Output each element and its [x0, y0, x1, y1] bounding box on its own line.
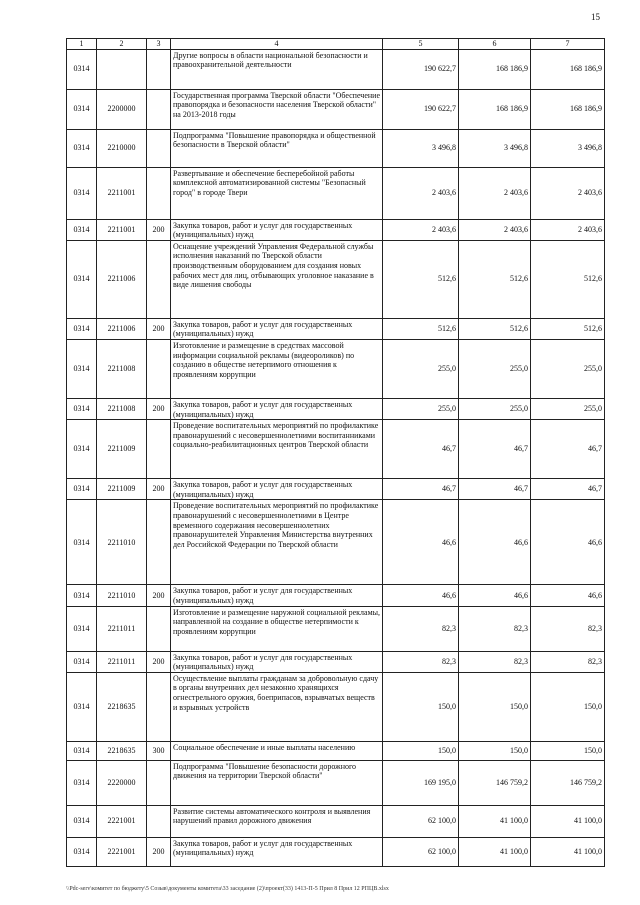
- amount-2016-cell: 255,0: [383, 339, 459, 398]
- target-code-cell: 2211001: [97, 219, 147, 240]
- amount-2018-cell: 82,3: [531, 606, 605, 651]
- description-cell: Закупка товаров, работ и услуг для государственных (муниципальных) нужд: [171, 318, 383, 339]
- section-code-cell: 0314: [67, 760, 97, 805]
- section-code-cell: 0314: [67, 219, 97, 240]
- table-row: [67, 479, 605, 500]
- amount-2018-cell: 146 759,2: [531, 760, 605, 805]
- description-cell: Закупка товаров, работ и услуг для государственных (муниципальных) нужд: [171, 398, 383, 419]
- amount-2016-cell: 190 622,7: [383, 49, 459, 89]
- target-code-cell: 2211011: [97, 651, 147, 672]
- description-cell: Закупка товаров, работ и услуг для государственных (муниципальных) нужд: [171, 651, 383, 672]
- description-cell: Закупка товаров, работ и услуг для государственных (муниципальных) нужд: [171, 837, 383, 866]
- amount-2018-cell: 46,6: [531, 585, 605, 606]
- amount-2018-cell: 150,0: [531, 741, 605, 760]
- amount-2016-cell: 512,6: [383, 240, 459, 318]
- description-cell: Развертывание и обеспечение бесперебойной работы комплексной автоматизированной системы "Безопасный город" в городе Твери: [171, 167, 383, 219]
- amount-2018-cell: 512,6: [531, 318, 605, 339]
- table-row: [67, 339, 605, 398]
- table-row: [67, 240, 605, 318]
- amount-2017-cell: 82,3: [459, 606, 531, 651]
- section-code-cell: 0314: [67, 585, 97, 606]
- target-code-cell: 2211009: [97, 479, 147, 500]
- table-row: [67, 420, 605, 479]
- amount-2017-cell: 2 403,6: [459, 167, 531, 219]
- description-cell: Закупка товаров, работ и услуг для государственных (муниципальных) нужд: [171, 479, 383, 500]
- description-cell: Проведение воспитательных мероприятий по профилактике правонарушений с несовершеннолетними воспитанниками социально-реабилитационных центров Тверской области: [171, 420, 383, 479]
- budget-table: [66, 38, 605, 867]
- amount-2017-cell: 41 100,0: [459, 837, 531, 866]
- amount-2018-cell: 2 403,6: [531, 167, 605, 219]
- amount-2017-cell: 168 186,9: [459, 49, 531, 89]
- amount-2018-cell: 46,6: [531, 500, 605, 585]
- section-code-cell: 0314: [67, 318, 97, 339]
- expense-type-code-cell: [147, 339, 171, 398]
- header-col-5: 5: [383, 39, 459, 50]
- amount-2016-cell: 150,0: [383, 672, 459, 741]
- section-code-cell: 0314: [67, 420, 97, 479]
- description-cell: Подпрограмма "Повышение безопасности дорожного движения на территории Тверской области": [171, 760, 383, 805]
- expense-type-code-cell: 200: [147, 837, 171, 866]
- section-code-cell: 0314: [67, 837, 97, 866]
- section-code-cell: 0314: [67, 167, 97, 219]
- amount-2016-cell: 2 403,6: [383, 167, 459, 219]
- target-code-cell: 2200000: [97, 89, 147, 129]
- table-row: [67, 672, 605, 741]
- amount-2017-cell: 41 100,0: [459, 805, 531, 837]
- amount-2016-cell: 190 622,7: [383, 89, 459, 129]
- amount-2017-cell: 150,0: [459, 672, 531, 741]
- amount-2016-cell: 46,6: [383, 500, 459, 585]
- amount-2017-cell: 82,3: [459, 651, 531, 672]
- amount-2018-cell: 255,0: [531, 398, 605, 419]
- section-code-cell: 0314: [67, 651, 97, 672]
- amount-2016-cell: 62 100,0: [383, 837, 459, 866]
- section-code-cell: 0314: [67, 606, 97, 651]
- table-row: [67, 318, 605, 339]
- expense-type-code-cell: [147, 167, 171, 219]
- expense-type-code-cell: [147, 129, 171, 167]
- table-row: [67, 651, 605, 672]
- amount-2017-cell: 2 403,6: [459, 219, 531, 240]
- section-code-cell: 0314: [67, 49, 97, 89]
- amount-2018-cell: 82,3: [531, 651, 605, 672]
- description-cell: Проведение воспитательных мероприятий по профилактике правонарушений с несовершеннолетними в Центре временного содержания несовершеннолетних правонарушителей Управления Министерства внутренних дел Российской Федерации по Тверской области: [171, 500, 383, 585]
- target-code-cell: 2211006: [97, 318, 147, 339]
- section-code-cell: 0314: [67, 89, 97, 129]
- description-cell: Закупка товаров, работ и услуг для государственных (муниципальных) нужд: [171, 219, 383, 240]
- amount-2017-cell: 255,0: [459, 339, 531, 398]
- header-col-1: 1: [67, 39, 97, 50]
- section-code-cell: 0314: [67, 398, 97, 419]
- amount-2016-cell: 255,0: [383, 398, 459, 419]
- expense-type-code-cell: [147, 420, 171, 479]
- amount-2017-cell: 46,6: [459, 500, 531, 585]
- amount-2018-cell: 41 100,0: [531, 805, 605, 837]
- expense-type-code-cell: 300: [147, 741, 171, 760]
- page-number: 15: [591, 12, 600, 22]
- description-cell: Подпрограмма "Повышение правопорядка и общественной безопасности в Тверской области": [171, 129, 383, 167]
- amount-2017-cell: 46,7: [459, 479, 531, 500]
- description-cell: Закупка товаров, работ и услуг для государственных (муниципальных) нужд: [171, 585, 383, 606]
- section-code-cell: 0314: [67, 805, 97, 837]
- amount-2018-cell: 255,0: [531, 339, 605, 398]
- header-col-2: 2: [97, 39, 147, 50]
- target-code-cell: 2211008: [97, 339, 147, 398]
- amount-2018-cell: 46,7: [531, 420, 605, 479]
- amount-2016-cell: 169 195,0: [383, 760, 459, 805]
- amount-2016-cell: 46,7: [383, 420, 459, 479]
- table-row: [67, 805, 605, 837]
- expense-type-code-cell: 200: [147, 219, 171, 240]
- expense-type-code-cell: 200: [147, 585, 171, 606]
- expense-type-code-cell: [147, 89, 171, 129]
- amount-2017-cell: 46,6: [459, 585, 531, 606]
- description-cell: Оснащение учреждений Управления Федеральной службы исполнения наказаний по Тверской области производственным оборудованием для создания новых рабочих мест для лиц, отбывающих уголовное наказание в виде лишения свободы: [171, 240, 383, 318]
- amount-2017-cell: 3 496,8: [459, 129, 531, 167]
- target-code-cell: 2210000: [97, 129, 147, 167]
- expense-type-code-cell: [147, 606, 171, 651]
- description-cell: Изготовление и размещение в средствах массовой информации социальной рекламы (видеороликов) по созданию в обществе нетерпимого отношения к проявлениям коррупции: [171, 339, 383, 398]
- target-code-cell: [97, 49, 147, 89]
- header-col-7: 7: [531, 39, 605, 50]
- description-cell: Другие вопросы в области национальной безопасности и правоохранительной деятельности: [171, 49, 383, 89]
- table-row: [67, 500, 605, 585]
- expense-type-code-cell: [147, 672, 171, 741]
- target-code-cell: 2218635: [97, 672, 147, 741]
- section-code-cell: 0314: [67, 479, 97, 500]
- amount-2018-cell: 512,6: [531, 240, 605, 318]
- amount-2016-cell: 2 403,6: [383, 219, 459, 240]
- table-row: [67, 585, 605, 606]
- section-code-cell: 0314: [67, 741, 97, 760]
- target-code-cell: 2211010: [97, 500, 147, 585]
- amount-2016-cell: 82,3: [383, 651, 459, 672]
- amount-2018-cell: 2 403,6: [531, 219, 605, 240]
- amount-2017-cell: 512,6: [459, 318, 531, 339]
- amount-2017-cell: 46,7: [459, 420, 531, 479]
- amount-2016-cell: 46,7: [383, 479, 459, 500]
- target-code-cell: 2218635: [97, 741, 147, 760]
- table-row: [67, 129, 605, 167]
- amount-2016-cell: 3 496,8: [383, 129, 459, 167]
- amount-2017-cell: 150,0: [459, 741, 531, 760]
- amount-2016-cell: 46,6: [383, 585, 459, 606]
- header-col-3: 3: [147, 39, 171, 50]
- amount-2018-cell: 41 100,0: [531, 837, 605, 866]
- table-row: [67, 606, 605, 651]
- amount-2016-cell: 62 100,0: [383, 805, 459, 837]
- table-row: [67, 89, 605, 129]
- amount-2016-cell: 150,0: [383, 741, 459, 760]
- header-row: [67, 39, 605, 50]
- amount-2018-cell: 150,0: [531, 672, 605, 741]
- target-code-cell: 2211011: [97, 606, 147, 651]
- amount-2017-cell: 255,0: [459, 398, 531, 419]
- expense-type-code-cell: [147, 760, 171, 805]
- expense-type-code-cell: [147, 805, 171, 837]
- amount-2016-cell: 512,6: [383, 318, 459, 339]
- description-cell: Социальное обеспечение и иные выплаты населению: [171, 741, 383, 760]
- amount-2018-cell: 168 186,9: [531, 89, 605, 129]
- section-code-cell: 0314: [67, 672, 97, 741]
- description-cell: Осуществление выплаты гражданам за добровольную сдачу в органы внутренних дел незаконно хранящихся огнестрельного оружия, боеприпасов, взрывчатых веществ и взрывных устройств: [171, 672, 383, 741]
- section-code-cell: 0314: [67, 129, 97, 167]
- table-row: [67, 760, 605, 805]
- table-row: [67, 49, 605, 89]
- amount-2017-cell: 512,6: [459, 240, 531, 318]
- amount-2016-cell: 82,3: [383, 606, 459, 651]
- description-cell: Развитие системы автоматического контроля и выявления нарушений правил дорожного движения: [171, 805, 383, 837]
- expense-type-code-cell: [147, 49, 171, 89]
- target-code-cell: 2211010: [97, 585, 147, 606]
- header-col-6: 6: [459, 39, 531, 50]
- expense-type-code-cell: [147, 240, 171, 318]
- target-code-cell: 2211006: [97, 240, 147, 318]
- section-code-cell: 0314: [67, 500, 97, 585]
- target-code-cell: 2221001: [97, 837, 147, 866]
- table-row: [67, 398, 605, 419]
- amount-2018-cell: 3 496,8: [531, 129, 605, 167]
- description-cell: Государственная программа Тверской области "Обеспечение правопорядка и безопасности населения Тверской области" на 2013-2018 годы: [171, 89, 383, 129]
- section-code-cell: 0314: [67, 339, 97, 398]
- table-row: [67, 219, 605, 240]
- expense-type-code-cell: 200: [147, 318, 171, 339]
- target-code-cell: 2211009: [97, 420, 147, 479]
- amount-2017-cell: 168 186,9: [459, 89, 531, 129]
- header-col-4: 4: [171, 39, 383, 50]
- section-code-cell: 0314: [67, 240, 97, 318]
- file-path-footer: \\Pdc-serv\комитет по бюджету\5 Созыв\документы комитета\33 заседание (2)\проект(33) 1413-П-5 Прил 8 Прил 12 РПЦВ.xlsx: [66, 886, 389, 892]
- description-cell: Изготовление и размещение наружной социальной рекламы, направленной на создание в обществе нетерпимости к проявлениям коррупции: [171, 606, 383, 651]
- expense-type-code-cell: 200: [147, 479, 171, 500]
- target-code-cell: 2211008: [97, 398, 147, 419]
- target-code-cell: 2220000: [97, 760, 147, 805]
- amount-2018-cell: 46,7: [531, 479, 605, 500]
- amount-2017-cell: 146 759,2: [459, 760, 531, 805]
- amount-2018-cell: 168 186,9: [531, 49, 605, 89]
- table-row: [67, 741, 605, 760]
- expense-type-code-cell: [147, 500, 171, 585]
- expense-type-code-cell: 200: [147, 651, 171, 672]
- target-code-cell: 2211001: [97, 167, 147, 219]
- table-row: [67, 167, 605, 219]
- target-code-cell: 2221001: [97, 805, 147, 837]
- expense-type-code-cell: 200: [147, 398, 171, 419]
- table-row: [67, 837, 605, 866]
